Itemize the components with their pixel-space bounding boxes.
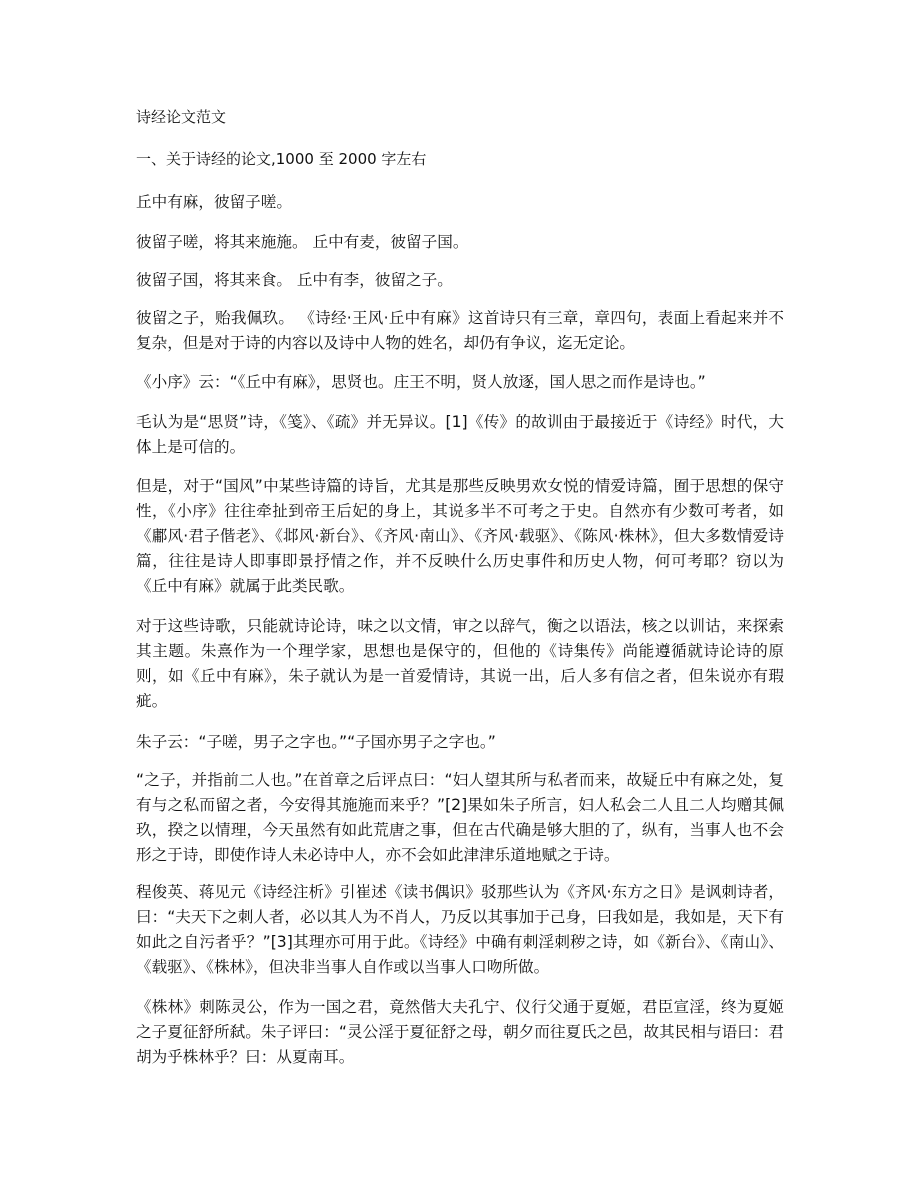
- paragraph-5: 《小序》云：“《丘中有麻》，思贤也。庄王不明，贤人放逐，国人思之而作是诗也。”: [136, 373, 706, 391]
- paragraph-6: 毛认为是“思贤”诗，《笺》、《疏》并无异议。[1]《传》的故训由于最接近于《诗经》时代，大体上是可信的。: [136, 413, 784, 456]
- section-heading: 一、关于诗经的论文,1000 至 2000 字左右: [136, 150, 427, 168]
- paragraph-1: 丘中有麻，彼留子嗟。: [136, 193, 292, 211]
- paragraph-8: 对于这些诗歌，只能就诗论诗，味之以文情，审之以辞气，衡之以语法，核之以训诂，来探索其主题。朱熹作为一个理学家，思想也是保守的，但他的《诗集传》尚能遵循就诗论诗的原则，如《丘中有麻》，朱子就认为是一首爱情诗，其说一出，后人多有信之者，但朱说亦有瑕疵。: [136, 617, 784, 710]
- document-title: 诗经论文范文: [136, 108, 227, 126]
- paragraph-2: 彼留子嗟，将其来施施。 丘中有麦，彼留子国。: [136, 233, 469, 251]
- paragraph-12: 《株林》刺陈灵公，作为一国之君，竟然偕大夫孔宁、仪行父通于夏姬，君臣宣淫，终为夏姬之子夏征舒所弑。朱子评曰：“灵公淫于夏征舒之母，朝夕而往夏氏之邑，故其民相与语曰：君胡为乎株林乎？曰：从夏南耳。: [136, 998, 784, 1066]
- paragraph-11: 程俊英、蒋见元《诗经注析》引崔述《读书偶识》驳那些认为《齐风·东方之日》是讽刺诗者，曰：“夫天下之刺人者，必以其人为不肖人，乃反以其事加于己身，曰我如是，我如是，天下有如此之自污者乎？”[3]其理亦可用于此。《诗经》中确有刺淫刺秽之诗，如《新台》、《南山》、《载驱》、《株林》，但决非当事人自作或以当事人口吻所做。: [136, 883, 784, 976]
- paragraph-9: 朱子云：“子嗟，男子之字也。”“子国亦男子之字也。”: [136, 733, 496, 751]
- paragraph-3: 彼留子国，将其来食。 丘中有李，彼留之子。: [136, 271, 453, 289]
- paragraph-7: 但是，对于“国风”中某些诗篇的诗旨，尤其是那些反映男欢女悦的情爱诗篇，囿于思想的保守性，《小序》往往牵扯到帝王后妃的身上，其说多半不可考之于史。自然亦有少数可考者，如《鄘风·君子偕老》、《邶风·新台》、《齐风·南山》、《齐风·载驱》、《陈风·株林》，但大多数情爱诗篇，往往是诗人即事即景抒情之作，并不反映什么历史事件和历史人物，何可考耶？窃以为《丘中有麻》就属于此类民歌。: [136, 477, 784, 595]
- paragraph-4: 彼留之子，贻我佩玖。 《诗经·王风·丘中有麻》这首诗只有三章，章四句，表面上看起来并不复杂，但是对于诗的内容以及诗中人物的姓名，却仍有争议，迄无定论。: [136, 309, 784, 352]
- paragraph-10: “之子，并指前二人也。”在首章之后评点曰：“妇人望其所与私者而来，故疑丘中有麻之处，复有与之私而留之者，今安得其施施而来乎？”[2]果如朱子所言，妇人私会二人且二人均赠其佩玖，揆之以情理，今天虽然有如此荒唐之事，但在古代确是够大胆的了，纵有，当事人也不会形之于诗，即使作诗人未必诗中人，亦不会如此津津乐道地赋之于诗。: [136, 771, 784, 864]
